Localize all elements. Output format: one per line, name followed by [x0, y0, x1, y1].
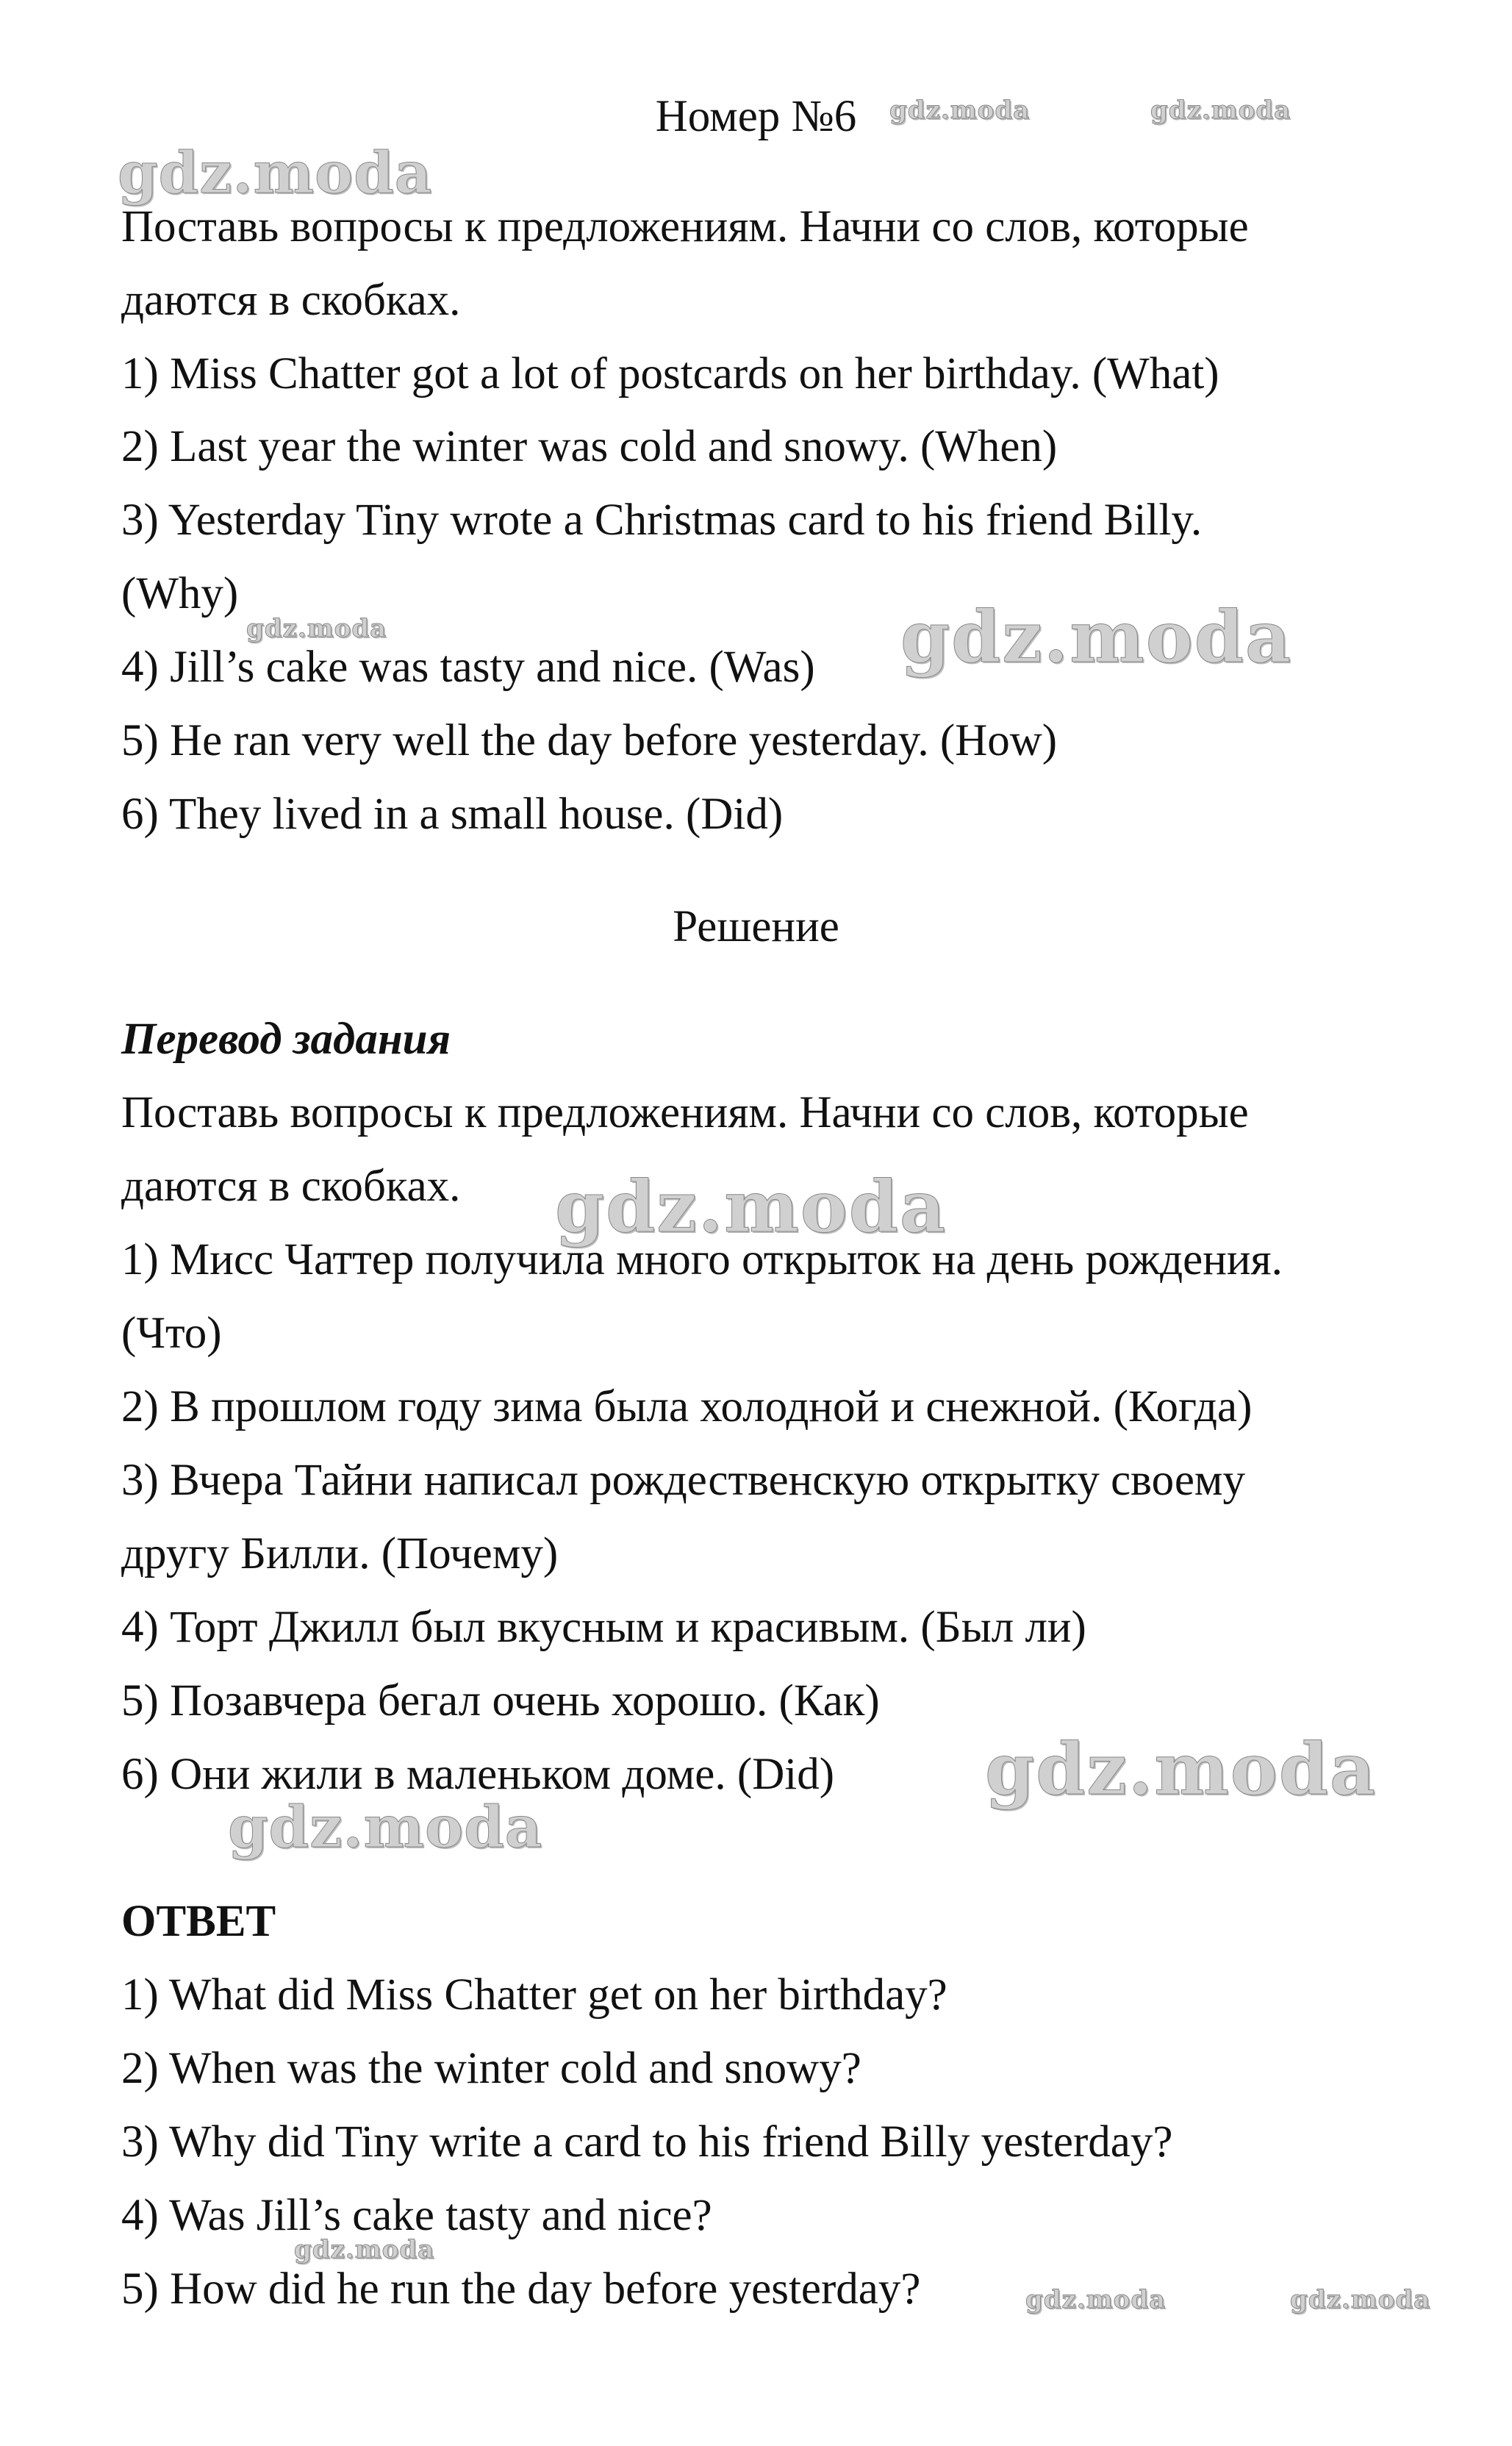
watermark-logo: gdz.moda [246, 614, 387, 643]
answer-item: 2) When was the winter cold and snowy? [121, 2044, 861, 2093]
answer-item: 3) Why did Tiny write a card to his friend Billy yesterday? [121, 2117, 1173, 2167]
answer-heading: ОТВЕТ [121, 1897, 276, 1946]
answer-item: 4) Was Jill’s cake tasty and nice? [121, 2191, 712, 2240]
translation-item: 6) Они жили в маленьком доме. (Did) [121, 1750, 835, 1799]
page-title: Номер №6 [655, 92, 857, 141]
task-item: 5) He ran very well the day before yesterday. (How) [121, 716, 1058, 765]
watermark-logo: gdz.moda [900, 596, 1293, 679]
task-item: 4) Jill’s cake was tasty and nice. (Was) [121, 643, 815, 692]
task-item: 2) Last year the winter was cold and snowy. (When) [121, 422, 1058, 471]
translation-heading: Перевод задания [121, 1015, 451, 1064]
translation-item-continuation: (Что) [121, 1309, 222, 1358]
solution-heading: Решение [673, 902, 839, 951]
task-instruction-line-1: Поставь вопросы к предложениям. Начни со слов, которые [121, 202, 1249, 251]
task-item: 6) They lived in a small house. (Did) [121, 790, 784, 839]
translation-instruction-line-1: Поставь вопросы к предложениям. Начни со слов, которые [121, 1088, 1249, 1137]
translation-item: 5) Позавчера бегал очень хорошо. (Как) [121, 1676, 880, 1726]
watermark-logo: gdz.moda [1150, 96, 1291, 125]
translation-item-continuation: другу Билли. (Почему) [121, 1529, 559, 1578]
translation-item: 3) Вчера Тайни написал рождественскую открытку своему [121, 1456, 1245, 1505]
watermark-logo: gdz.moda [118, 140, 433, 207]
task-item: 1) Miss Chatter got a lot of postcards on her birthday. (What) [121, 349, 1219, 398]
watermark-logo: gdz.moda [555, 1165, 947, 1248]
watermark-logo: gdz.moda [985, 1728, 1377, 1811]
task-item-continuation: (Why) [121, 569, 239, 618]
watermark-logo: gdz.moda [228, 1794, 543, 1861]
task-item: 3) Yesterday Tiny wrote a Christmas card to his friend Billy. [121, 496, 1203, 545]
answer-item: 1) What did Miss Chatter get on her birthday? [121, 1970, 947, 2020]
answer-item: 5) How did he run the day before yesterday? [121, 2264, 921, 2314]
translation-item: 2) В прошлом году зима была холодной и снежной. (Когда) [121, 1382, 1253, 1431]
translation-item: 1) Мисс Чаттер получила много открыток на день рождения. [121, 1235, 1283, 1284]
watermark-logo: gdz.moda [1290, 2285, 1431, 2314]
watermark-logo: gdz.moda [1025, 2285, 1167, 2314]
translation-instruction-line-2: даются в скобках. [121, 1162, 461, 1211]
task-instruction-line-2: даются в скобках. [121, 276, 461, 325]
watermark-logo: gdz.moda [889, 96, 1031, 125]
watermark-logo: gdz.moda [294, 2235, 435, 2264]
translation-item: 4) Торт Джилл был вкусным и красивым. (Был ли) [121, 1603, 1086, 1652]
